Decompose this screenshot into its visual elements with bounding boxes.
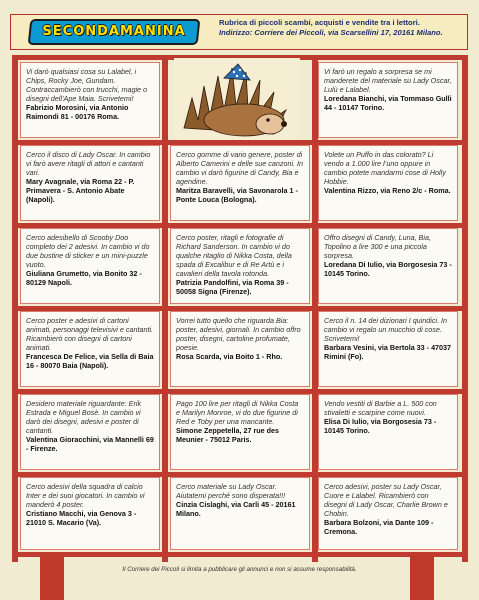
classified-ad: [20, 477, 160, 550]
ad-contact: Cristiano Macchi, via Genova 3 - 21010 S. Macario (Va).: [26, 509, 137, 527]
header-description: [219, 18, 465, 38]
ad-contact: Simone Zeppetella, 27 rue des Meunier - 75012 Paris.: [176, 426, 280, 444]
classified-ad: [318, 394, 458, 470]
ad-message: Vi darò qualsiasi cosa su Lalabel, i Chips, Rocky Joe, Gundam. Contraccambierò con trucchi, magie o disegni dell’Ape Maia. Scrivetemi!: [26, 67, 148, 103]
ad-contact: Francesca De Felice, via Sella di Baia 16 - 80070 Baia (Napoli).: [26, 352, 154, 370]
frame-leg-right: [410, 556, 434, 600]
classified-ad: [170, 228, 310, 304]
ad-message: Cerco adesivi della squadra di calcio Inter e dei suoi giocatori. In cambio vi manderò 4 poster.: [26, 482, 145, 509]
frame-leg-left: [40, 556, 64, 600]
column-logo: [28, 19, 201, 45]
ad-contact: Fabrizio Morosini, via Antonio Raimondi 81 - 00176 Roma.: [26, 103, 129, 121]
ad-contact: Valentina Rizzo, via Reno 2/c - Roma.: [324, 186, 451, 195]
header-banner: [10, 14, 468, 50]
classified-ad: [170, 394, 310, 470]
ad-contact: Giuliana Grumetto, via Bonito 32 - 80129 Napoli.: [26, 269, 142, 287]
hedgehog-illustration: [174, 58, 300, 140]
column-logo-text: SECONDAMANINA: [42, 24, 186, 39]
classified-ad: [170, 145, 310, 221]
ad-contact: Loredana Bianchi, via Tommaso Gulli 44 - 10147 Torino.: [324, 94, 452, 112]
ad-message: Cerco poster e adesivi di cartoni animati, personaggi televisivi e cantanti. Ricambierò con disegni di cartoni animati.: [26, 316, 154, 352]
ad-message: Vi farò un regalo a sorpresa se mi manderete del materiale su Lady Oscar, Lulù e Lalabel.: [324, 67, 452, 94]
footer-disclaimer: Il Corriere dei Piccoli si limita a pubblicare gli annunci e non si assume responsabilità.: [122, 566, 357, 573]
classified-ad: [170, 311, 310, 387]
ad-message: Cerco adesivi, poster su Lady Oscar, Cuore e Lalabel. Ricambierò con disegni di Lady Oscar, Charlie Brown e Chobin.: [324, 482, 448, 518]
ad-message: Cerco il n. 14 dei dizionari I quindici. In cambio vi regalo un mucchio di cose. Scrivetemi!: [324, 316, 448, 343]
classified-ad: [318, 62, 458, 138]
ad-message: Offro disegni di Candy, Luna, Bia, Topolino a lire 300 e una piccola sorpresa.: [324, 233, 431, 260]
frame-beam: [12, 552, 468, 557]
classified-ad: [20, 394, 160, 470]
classified-ad: [318, 228, 458, 304]
header-description-text: Rubrica di piccoli scambi, acquisti e vendite tra i lettori.: [219, 18, 420, 27]
ad-message: Vendo vestiti di Barbie a L. 500 con stivaletti e scarpine come nuovi.: [324, 399, 437, 417]
classified-ad: [20, 145, 160, 221]
classified-ad: [318, 477, 458, 550]
ad-contact: Mary Avagnale, via Roma 22 - P. Primavera - S. Antonio Abate (Napoli).: [26, 177, 135, 204]
classified-ad: [20, 228, 160, 304]
ad-message: Cerco poster, ritagli e fotografie di Richard Sanderson. In cambio vi do qualche ritaglio di Nikka Costa, della spada di Excalibur e di Re Artù e i cavalieri della tavola rotonda.: [176, 233, 292, 278]
classified-ad: [170, 477, 310, 550]
ad-message: Desidero materiale riguardante: Erik Estrada e Miguel Bosè. In cambio vi darò dei disegni, adesivi e poster di cantanti.: [26, 399, 142, 435]
ad-message: Cerco materiale su Lady Oscar. Aiutatemi perché sono disperata!!!: [176, 482, 286, 500]
ad-message: Cerco il disco di Lady Oscar. In cambio vi farò avere ritagli di attori e cantanti vari.: [26, 150, 151, 177]
classified-ad: [318, 311, 458, 387]
ad-contact: Patrizia Pandolfini, via Roma 39 - 50058 Signa (Firenze).: [176, 278, 289, 296]
ad-contact: Rosa Scarda, via Boito 1 - Rho.: [176, 352, 283, 361]
ad-contact: Valentina Gioracchini, via Mannelli 69 - Firenze.: [26, 435, 154, 453]
ad-contact: Cinzia Cislaghi, via Carli 45 - 20161 Milano.: [176, 500, 296, 518]
ad-contact: Maritza Baravelli, via Savonarola 1 - Ponte Louca (Bologna).: [176, 186, 298, 204]
ad-contact: Barbara Bolzoni, via Dante 109 - Cremona.: [324, 518, 434, 536]
ad-contact: Loredana Di Iulio, via Borgosesia 73 - 10145 Torino.: [324, 260, 452, 278]
ad-contact: Elisa Di Iulio, via Borgosesia 73 - 10145 Torino.: [324, 417, 437, 435]
ad-message: Pago 100 lire per ritagli di Nikka Costa e Marilyn Monroe, vi do due figurine di Red e Toby per una mancante.: [176, 399, 299, 426]
classified-ad: [20, 311, 160, 387]
ad-message: Vorrei tutto quello che riguarda Bia: poster, adesivi, giornali. In cambio offro poster, disegni, cartoline profumate, poesie.: [176, 316, 301, 352]
ad-contact: Barbara Vesini, via Bertola 33 - 47037 Rimini (Fo).: [324, 343, 452, 361]
classified-ad: [20, 62, 160, 138]
classified-ad: [318, 145, 458, 221]
header-address: Indirizzo: Corriere dei Piccoli, via Scarsellini 17, 20161 Milano.: [219, 28, 443, 37]
ad-message: Cerco adesibello di Scooby Doo completo dei 2 adesivi. In cambio vi do due bustine di sticker e un mini-puzzle vuoto.: [26, 233, 150, 269]
ad-message: Cerco gomme di vario genere, poster di Alberto Camerini e delle sue canzoni. In cambio vi darò figurine di Candy, Bia e agendine.: [176, 150, 304, 186]
ad-message: Volete un Puffo in das colorato? Li vendo a 1.000 lire l’uno oppure in cambio potete mandarmi cose di Holly Hobbie.: [324, 150, 446, 186]
